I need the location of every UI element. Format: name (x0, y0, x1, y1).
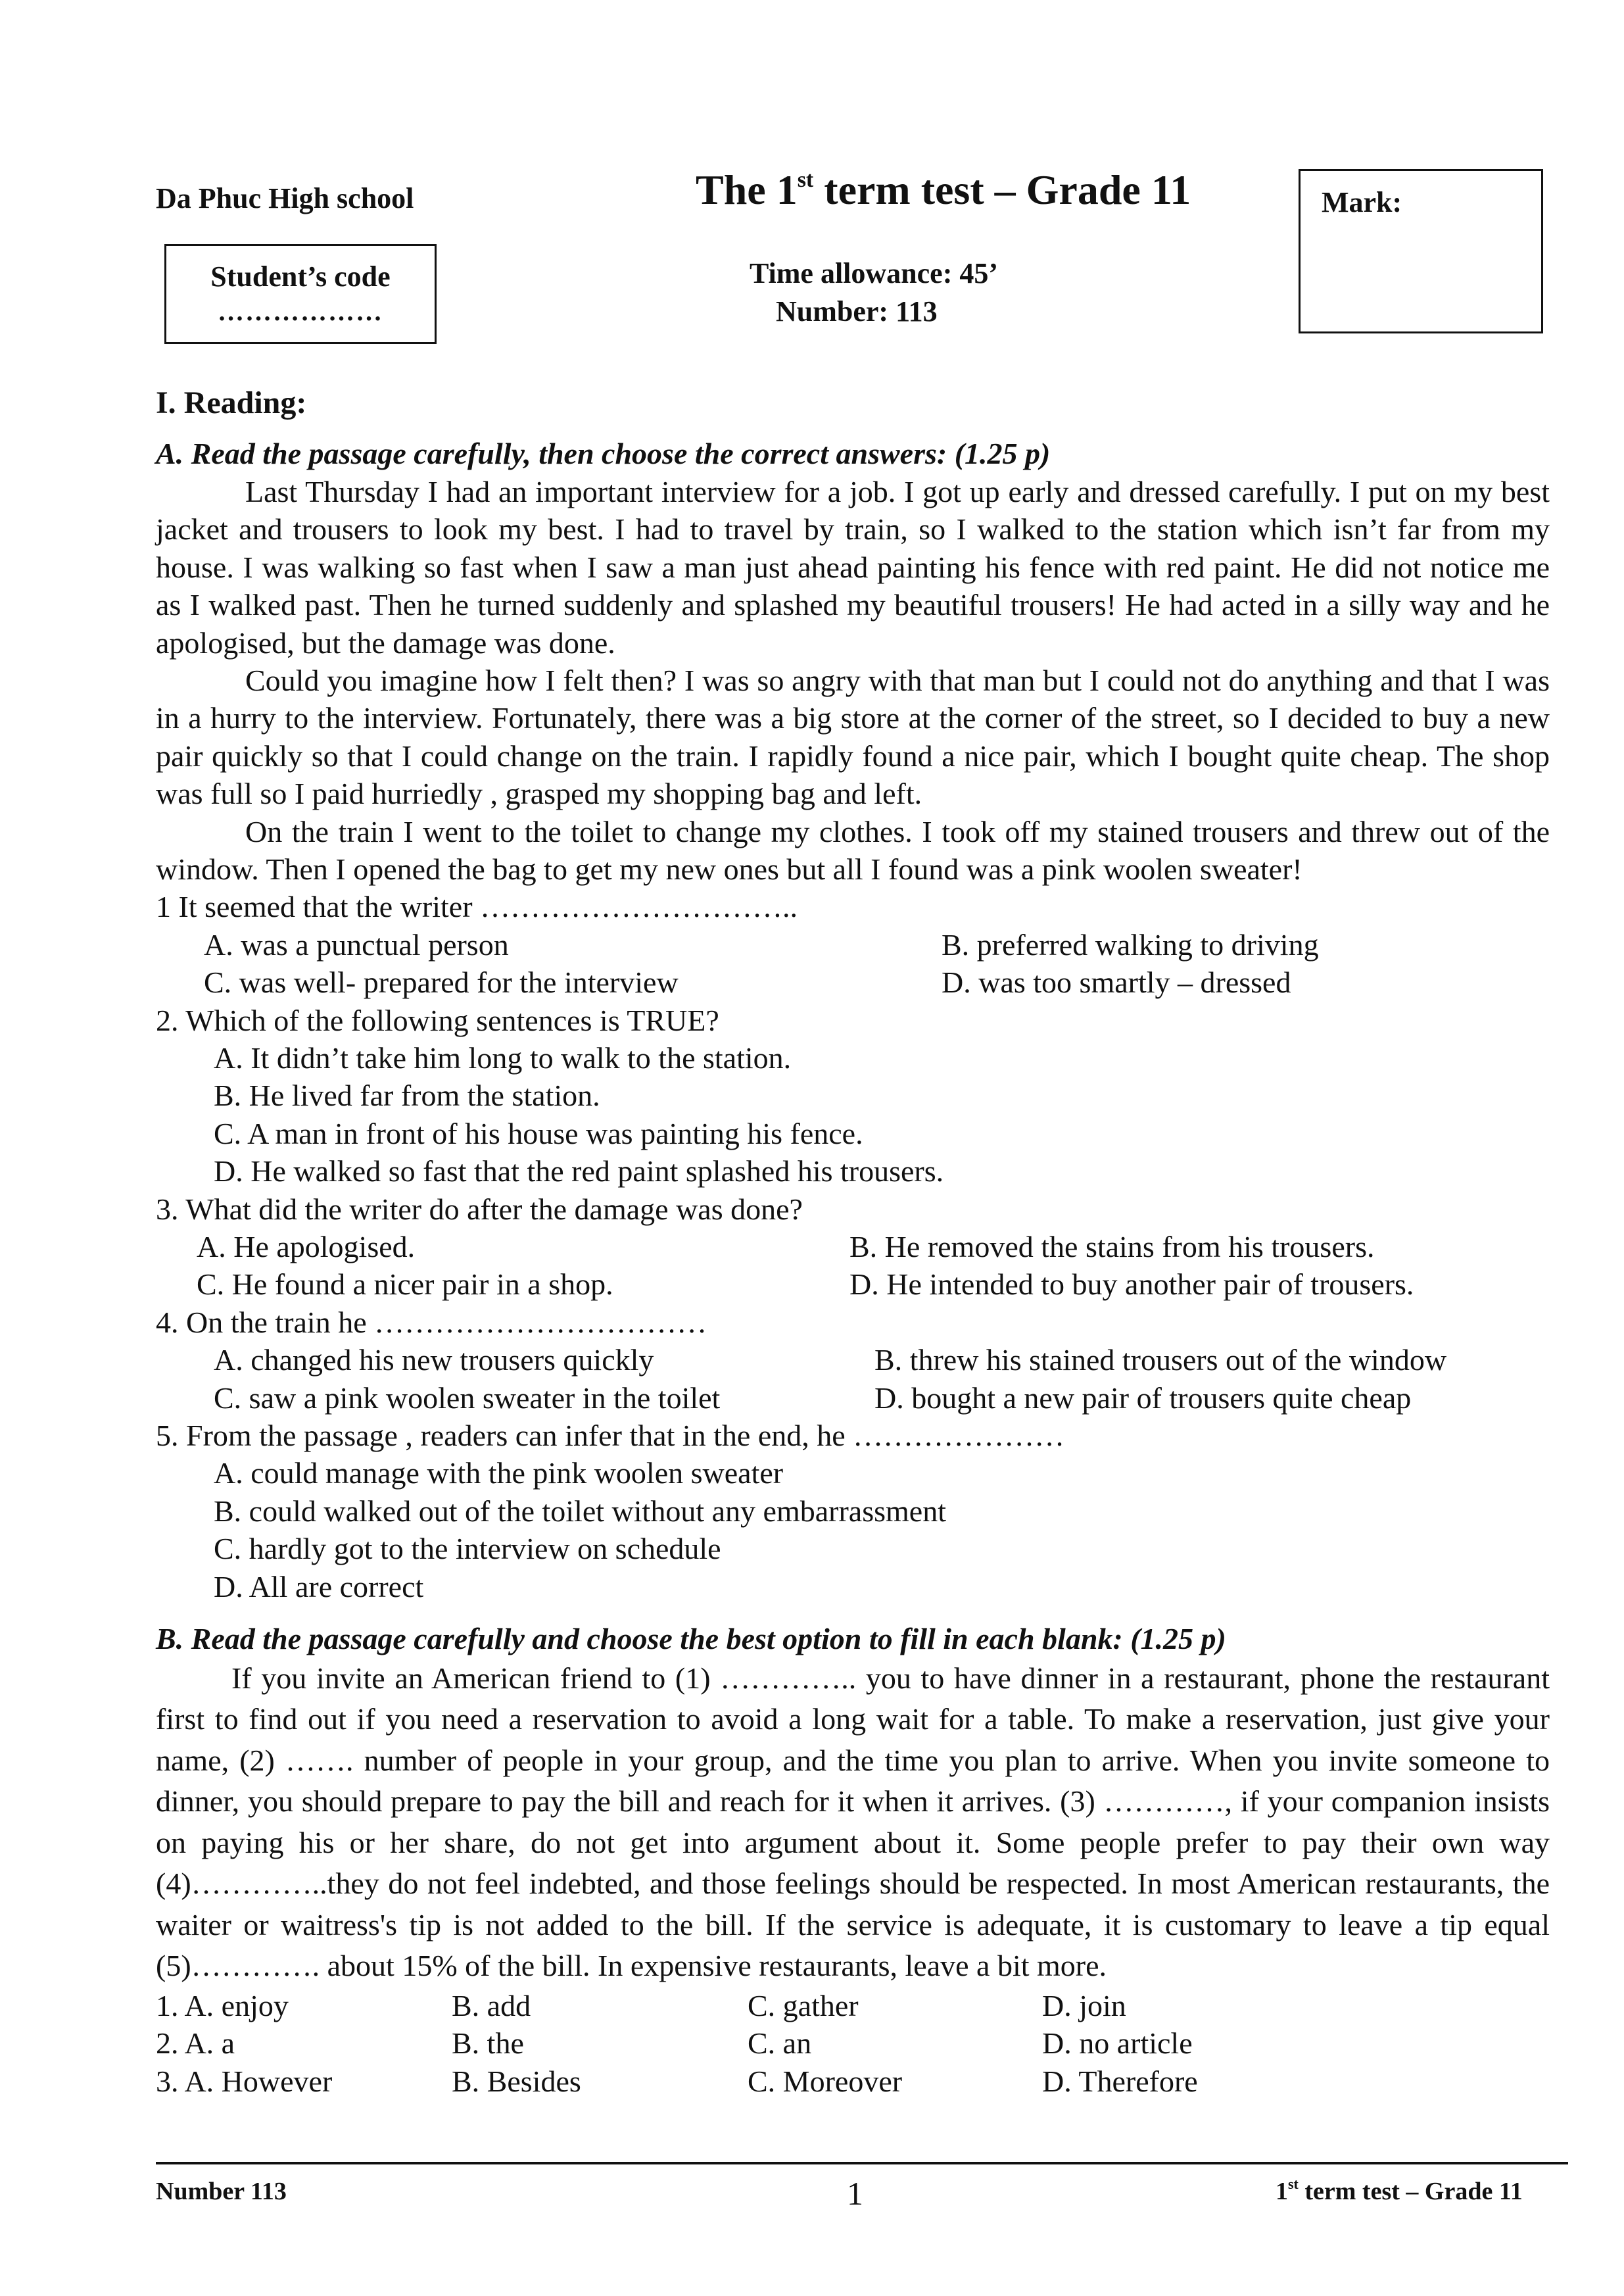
school-name: Da Phuc High school (156, 182, 414, 214)
title-prefix: The 1 (696, 166, 798, 213)
part-a-passage (156, 473, 1550, 888)
question-options (156, 1228, 1550, 1265)
blank-options-row (156, 1987, 1550, 2024)
time-allowance: Time allowance: 45’ (750, 257, 999, 289)
footer-title-suffix: term test – Grade 11 (1298, 2178, 1523, 2205)
question-stem: 4. On the train he …………………………… (156, 1305, 707, 1339)
option-a[interactable]: A. He apologised. (197, 1229, 416, 1263)
title-ordinal-suffix: st (797, 168, 814, 192)
option-c[interactable]: C. Moreover (748, 2064, 903, 2098)
student-code-blank[interactable]: ……………… (218, 297, 383, 326)
option-d[interactable]: D. All are correct (214, 1569, 424, 1603)
option-d[interactable]: D. He intended to buy another pair of trousers. (849, 1267, 1414, 1302)
option-c[interactable]: C. He found a nicer pair in a shop. (197, 1267, 613, 1302)
option-c[interactable]: C. was well- prepared for the interview (204, 965, 679, 1000)
footer-title-ordinal: st (1288, 2176, 1299, 2192)
passage-paragraph: If you invite an American friend to (1) ………….. you to have dinner in a restaurant, phone the restaurant first to find out if you need a reservation to avoid a long wait for a table. To make a reservation, just give your name, (2) ……. number of people in your group, and the time you plan to arrive. When you invite someone to dinner, you should prepare to pay the bill and reach for it when it arrives. (3) …………, if your companion insists on paying his or her share, do not get into argument about it. Some people prefer to pay their own way (4)…………..they do not feel indebted, and those feelings should be respected. In most American restaurants, the waiter or waitress's tip is not added to the bill. If the service is adequate, it is customary to leave a tip equal (5)…………. about 15% of the bill. In expensive restaurants, leave a bit more. (156, 1661, 1550, 1983)
option-b[interactable]: B. could walked out of the toilet without any embarrassment (214, 1494, 946, 1528)
part-b-passage (156, 1658, 1550, 1987)
option-d[interactable]: D. was too smartly – dressed (942, 965, 1291, 1000)
option-b[interactable]: B. Besides (452, 2064, 581, 2098)
mark-label: Mark: (1322, 186, 1402, 218)
test-number: Number: 113 (776, 295, 938, 328)
blank-options-row (156, 2024, 1550, 2062)
mark-box[interactable] (1299, 169, 1543, 333)
footer-title-prefix: 1 (1276, 2178, 1288, 2205)
option-b[interactable]: B. He removed the stains from his trousers. (849, 1229, 1375, 1263)
footer-test-title (1276, 2177, 1523, 2206)
option-b[interactable]: B. the (452, 2026, 524, 2061)
option-b[interactable]: B. add (452, 1988, 531, 2022)
question-options (156, 926, 1550, 964)
option-a[interactable]: A. could manage with the pink woolen sweater (214, 1456, 784, 1490)
option-b[interactable]: B. preferred walking to driving (942, 927, 1319, 962)
option-d[interactable]: D. join (1042, 1988, 1126, 2022)
page-number: 1 (847, 2175, 863, 2212)
option-a[interactable]: 2. A. a (156, 2026, 235, 2061)
part-b-instruction: B. Read the passage carefully and choose the best option to fill in each blank: (1.25 p) (156, 1621, 1226, 1655)
question-stem: 5. From the passage , readers can infer that in the end, he ………………… (156, 1418, 1065, 1452)
footer-test-number: Number 113 (156, 2178, 287, 2205)
passage-paragraph: Could you imagine how I felt then? I was so angry with that man but I could not do anything and that I was in a hurry to the interview. Fortunately, there was a big store at the corner of the street, so I decided to buy a new pair quickly so that I could change on the train. I rapidly found a nice pair, which I bought quite cheap. The shop was full so I paid hurriedly , grasped my shopping bag and left. (156, 664, 1550, 811)
section-title: I. Reading: (156, 385, 307, 420)
option-c[interactable]: C. saw a pink woolen sweater in the toilet (214, 1380, 721, 1415)
title-suffix: term test – Grade 11 (813, 166, 1191, 213)
page-title (696, 166, 1191, 214)
option-a[interactable]: A. was a punctual person (204, 927, 509, 962)
option-b[interactable]: B. threw his stained trousers out of the window (874, 1343, 1447, 1377)
option-a[interactable]: 1. A. enjoy (156, 1988, 289, 2022)
part-a-instruction: A. Read the passage carefully, then choose the correct answers: (1.25 p) (156, 437, 1051, 470)
reading-section (156, 383, 1550, 2100)
question-stem: 3. What did the writer do after the damage was done? (156, 1192, 803, 1226)
option-d[interactable]: D. bought a new pair of trousers quite cheap (874, 1380, 1412, 1415)
option-d[interactable]: D. He walked so fast that the red paint splashed his trousers. (214, 1154, 944, 1188)
option-c[interactable]: C. A man in front of his house was painting his fence. (214, 1116, 863, 1150)
student-code-box[interactable] (164, 244, 437, 344)
footer-divider (156, 2162, 1568, 2164)
passage-paragraph: On the train I went to the toilet to change my clothes. I took off my stained trousers and threw out of the window. Then I opened the bag to get my new ones but all I found was a pink woolen sweater! (156, 814, 1550, 887)
passage-paragraph: Last Thursday I had an important interview for a job. I got up early and dressed carefully. I put on my best jacket and trousers to look my best. I had to travel by train, so I walked to the station which isn’t far from my house. I was walking so fast when I saw a man just ahead painting his fence with red paint. He did not notice me as I walked past. Then he turned suddenly and splashed my beautiful trousers! He had acted in a silly way and he apologised, but the damage was done. (156, 475, 1550, 660)
question-stem: 1 It seemed that the writer ………………………….. (156, 890, 798, 924)
question-options (156, 964, 1550, 1001)
option-a[interactable]: 3. A. However (156, 2064, 333, 2098)
option-a[interactable]: A. changed his new trousers quickly (214, 1343, 654, 1377)
option-d[interactable]: D. no article (1042, 2026, 1193, 2061)
option-c[interactable]: C. hardly got to the interview on schedule (214, 1532, 721, 1566)
question-stem: 2. Which of the following sentences is TRUE? (156, 1003, 719, 1037)
question-options (156, 1379, 1550, 1417)
student-code-label: Student’s code (210, 260, 391, 293)
question-options (156, 1265, 1550, 1303)
option-a[interactable]: A. It didn’t take him long to walk to the station. (214, 1041, 792, 1075)
option-c[interactable]: C. an (748, 2026, 812, 2061)
option-c[interactable]: C. gather (748, 1988, 859, 2022)
blank-options-row (156, 2063, 1550, 2100)
option-d[interactable]: D. Therefore (1042, 2064, 1198, 2098)
question-options (156, 1341, 1550, 1379)
option-b[interactable]: B. He lived far from the station. (214, 1079, 600, 1113)
